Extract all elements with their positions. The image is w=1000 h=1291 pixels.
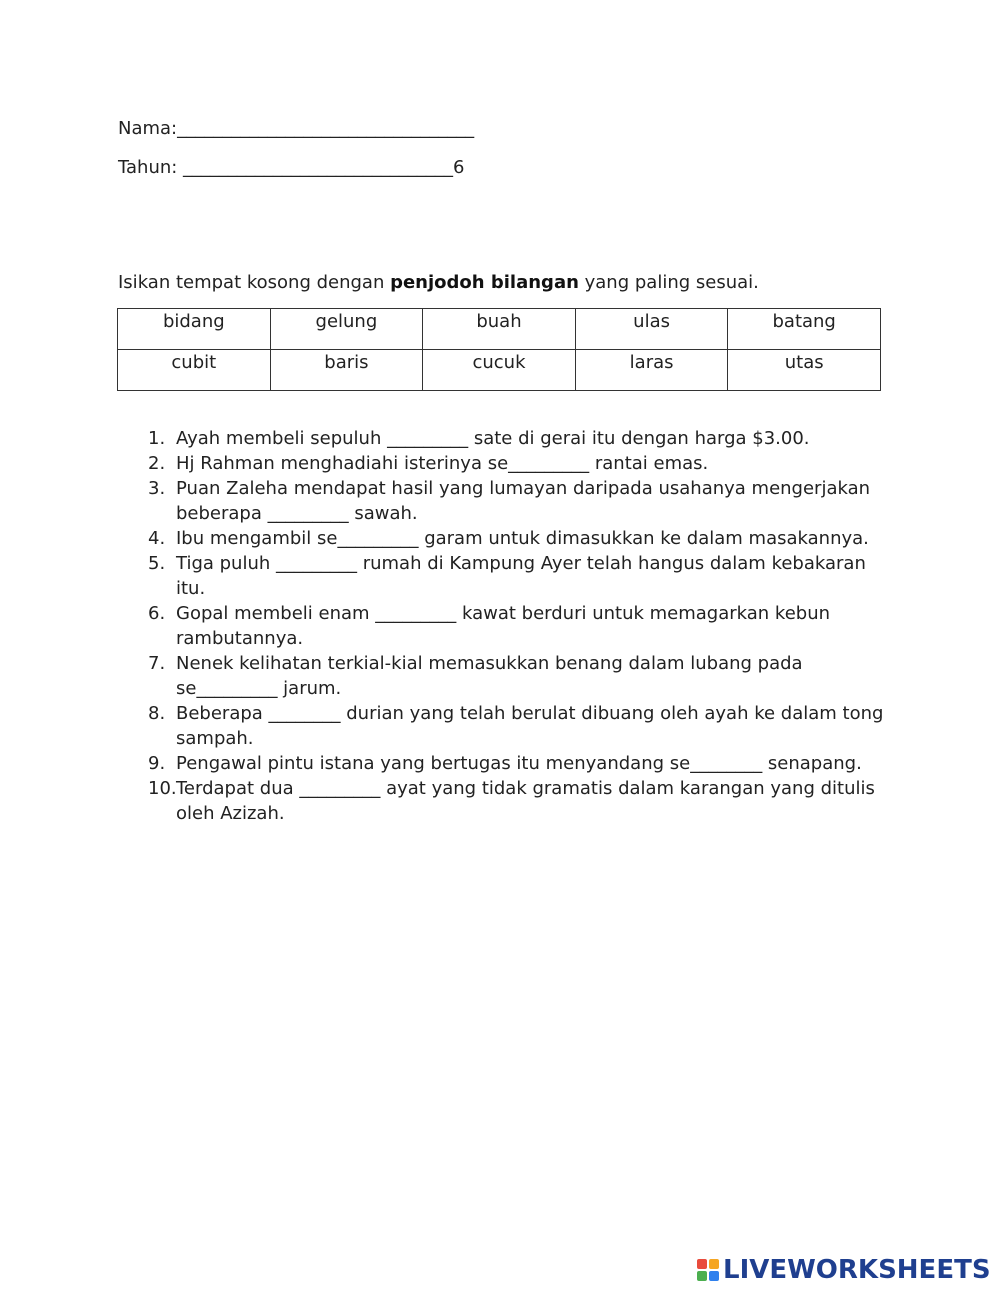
name-field-line[interactable]: Nama:_________________________________ — [118, 118, 475, 139]
word-bank-row — [118, 309, 881, 350]
word-bank-cell: baris — [270, 350, 423, 391]
word-bank-cell: gelung — [270, 309, 423, 350]
question-text[interactable]: Terdapat dua _________ ayat yang tidak gramatis dalam karangan yang ditulis oleh Azizah. — [176, 778, 875, 824]
question-number: 4. — [148, 528, 166, 549]
instruction-after: yang paling sesuai. — [578, 272, 759, 293]
question-number: 9. — [148, 753, 166, 774]
word-bank-table — [117, 308, 881, 391]
question-number: 8. — [148, 703, 166, 724]
question-text[interactable]: Puan Zaleha mendapat hasil yang lumayan daripada usahanya mengerjakan beberapa _________ sawah. — [176, 478, 871, 524]
word-bank-cell: batang — [728, 309, 881, 350]
instruction-bold: penjodoh bilangan — [390, 272, 579, 293]
question-item — [148, 526, 888, 551]
word-bank-cell: cucuk — [423, 350, 576, 391]
question-text[interactable]: Pengawal pintu istana yang bertugas itu menyandang se________ senapang. — [176, 753, 862, 774]
question-item — [148, 601, 888, 651]
year-field-line[interactable]: Tahun: ______________________________6 — [118, 157, 465, 178]
word-bank-row — [118, 350, 881, 391]
logo-block — [697, 1271, 707, 1281]
question-number: 6. — [148, 603, 166, 624]
question-number: 2. — [148, 453, 166, 474]
question-number: 5. — [148, 553, 166, 574]
question-item — [148, 701, 888, 751]
question-text[interactable]: Beberapa ________ durian yang telah berulat dibuang oleh ayah ke dalam tong sampah. — [176, 703, 884, 749]
question-item — [148, 551, 888, 601]
word-bank-cell: cubit — [118, 350, 271, 391]
question-item — [148, 651, 888, 701]
instruction-before: Isikan tempat kosong dengan — [118, 272, 391, 293]
word-bank-cell: laras — [575, 350, 728, 391]
instruction-text — [118, 272, 759, 293]
word-bank-cell: buah — [423, 309, 576, 350]
question-text[interactable]: Tiga puluh _________ rumah di Kampung Ayer telah hangus dalam kebakaran itu. — [176, 553, 866, 599]
question-number: 3. — [148, 478, 166, 499]
question-list — [148, 426, 888, 826]
liveworksheets-logo[interactable] — [697, 1255, 991, 1285]
question-item — [148, 451, 888, 476]
question-text[interactable]: Ayah membeli sepuluh _________ sate di gerai itu dengan harga $3.00. — [176, 428, 810, 449]
question-text[interactable]: Nenek kelihatan terkial-kial memasukkan benang dalam lubang pada se_________ jarum. — [176, 653, 803, 699]
question-item — [148, 426, 888, 451]
question-text[interactable]: Ibu mengambil se_________ garam untuk dimasukkan ke dalam masakannya. — [176, 528, 869, 549]
logo-block — [709, 1259, 719, 1269]
question-number: 10. — [148, 778, 177, 799]
question-text[interactable]: Hj Rahman menghadiahi isterinya se_________ rantai emas. — [176, 453, 709, 474]
logo-blocks-icon — [697, 1259, 719, 1281]
word-bank-cell: bidang — [118, 309, 271, 350]
logo-block — [709, 1271, 719, 1281]
question-number: 1. — [148, 428, 166, 449]
question-text[interactable]: Gopal membeli enam _________ kawat berduri untuk memagarkan kebun rambutannya. — [176, 603, 831, 649]
question-item — [148, 776, 888, 826]
question-number: 7. — [148, 653, 166, 674]
question-item — [148, 751, 888, 776]
question-item — [148, 476, 888, 526]
logo-wordmark: LIVEWORKSHEETS — [723, 1255, 991, 1285]
word-bank-cell: utas — [728, 350, 881, 391]
logo-block — [697, 1259, 707, 1269]
word-bank-cell: ulas — [575, 309, 728, 350]
